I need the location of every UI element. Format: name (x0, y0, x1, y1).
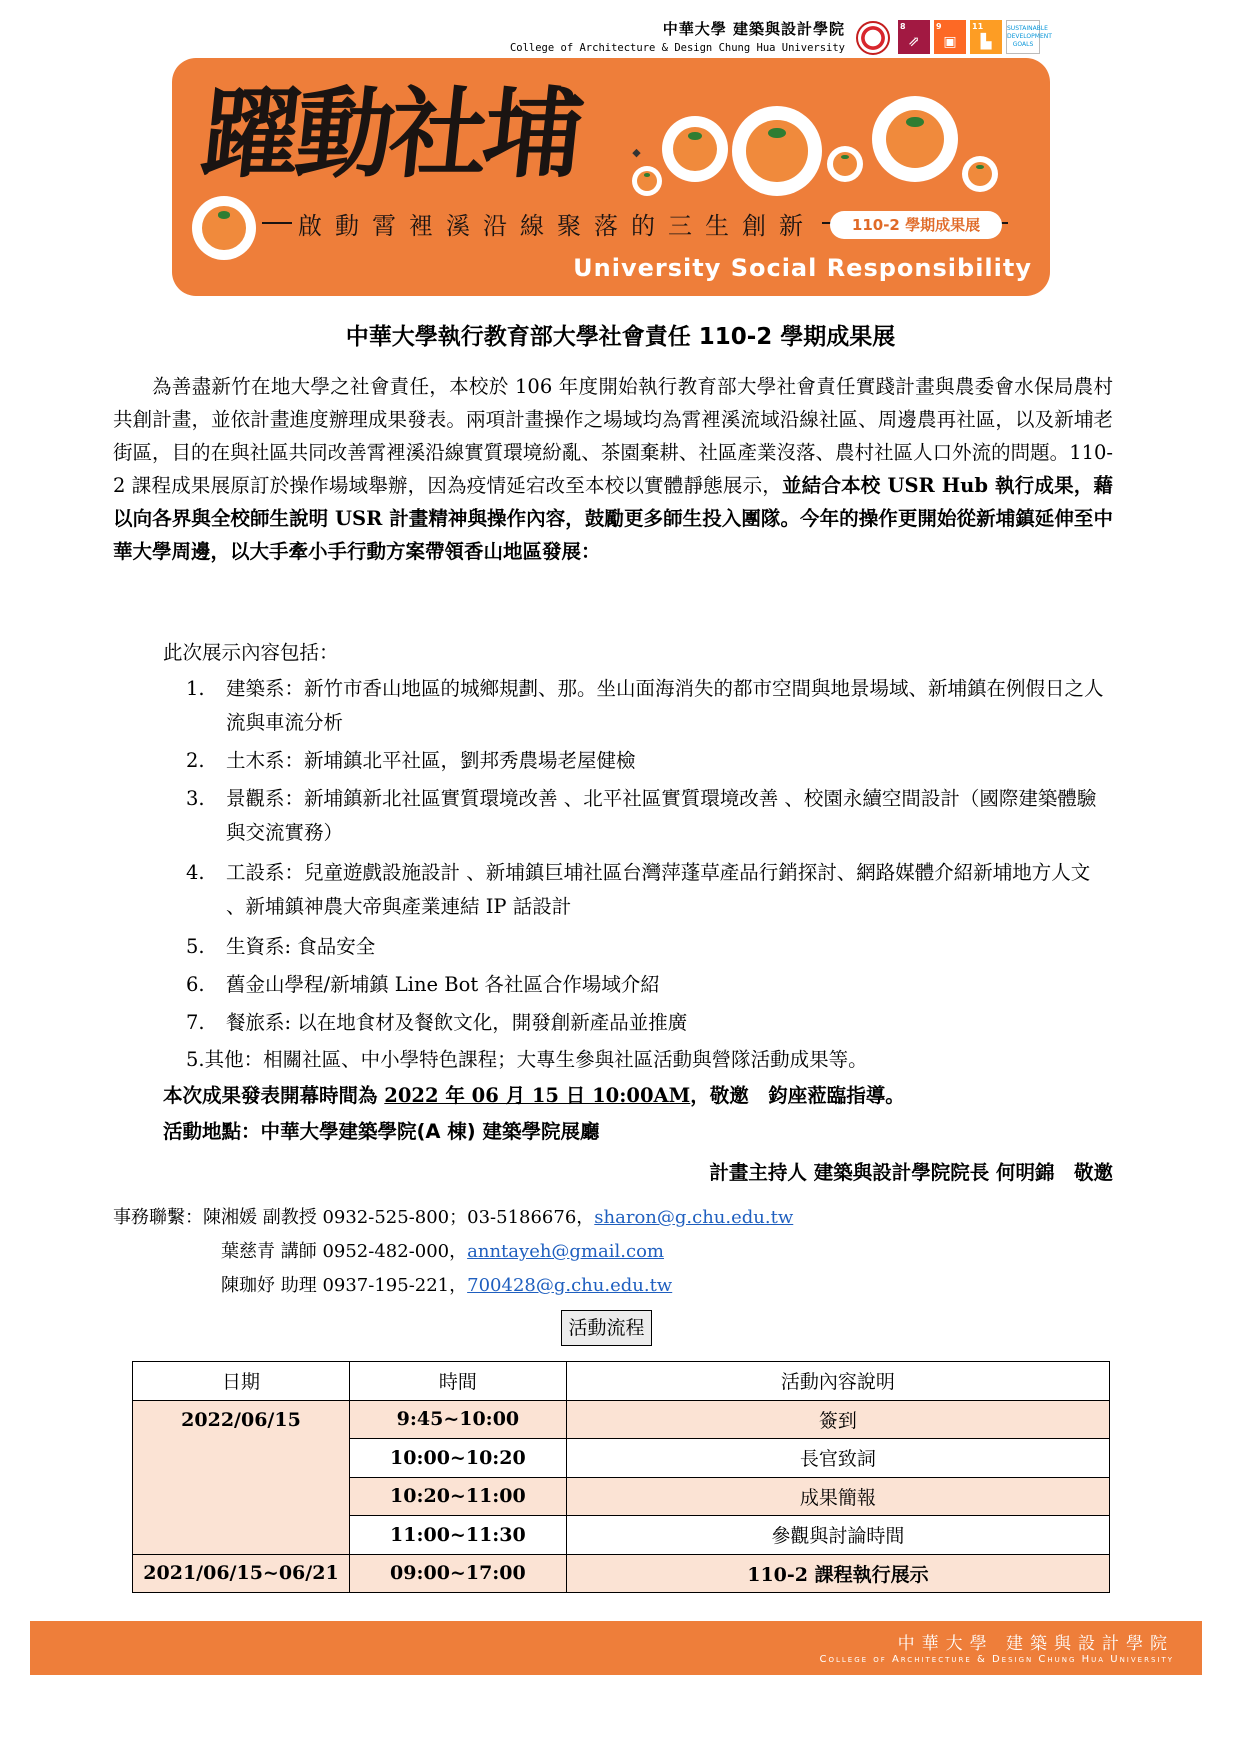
college-name-zh: 中華大學 建築與設計學院 (662, 20, 845, 38)
college-name-en: College of Architecture & Design Chung Hua University (509, 42, 845, 54)
university-seal-icon (856, 21, 890, 55)
list-heading: 此次展示內容包括： (163, 641, 339, 664)
schedule-table (132, 1361, 1110, 1593)
top-header (500, 18, 1052, 58)
persimmon-icon (632, 166, 662, 196)
persimmon-icon (732, 106, 822, 196)
table-header-row (133, 1362, 1110, 1401)
footer-bar (30, 1621, 1202, 1675)
footer-college-en: College of Architecture & Design Chung Hua University (819, 1654, 1174, 1665)
contact-line: 陳珈妤 助理 0937-195-221，700428@g.chu.edu.tw (221, 1275, 673, 1296)
contact-line: 葉慈青 講師 0952-482-000，anntayeh@gmail.com (221, 1241, 664, 1262)
cell-time: 10:00~10:20 (349, 1439, 566, 1478)
sdg-goals-icon: SUSTAINABLE DEVELOPMENT GOALS (1006, 20, 1040, 54)
opening-datetime: 2022 年 06 月 15 日 10:00AM (384, 1084, 691, 1107)
persimmon-icon (662, 116, 728, 182)
persimmon-icon (962, 156, 998, 192)
email-link[interactable]: 700428@g.chu.edu.tw (467, 1275, 673, 1296)
table-row (133, 1554, 1110, 1593)
banner-subtitle: 啟動霄裡溪沿線聚落的三生創新 (292, 206, 822, 241)
opening-time: 本次成果發表開幕時間為 2022 年 06 月 15 日 10:00AM，敬邀 鈞座蒞臨指導。 (163, 1084, 905, 1107)
intro-text: 為善盡新竹在地大學之社會責任，本校於 106 年度開始執行教育部大學社會責任實踐計畫與農委會水保局農村共創計畫，並依計畫進度辦理成果發表。兩項計畫操作之場域均為霄裡溪流域沿線社區、周邊農再社區，以及新埔老街區，目的在與社區共同改善霄裡溪沿線實質環境紛亂、茶園棄耕、社區產業沒落、農村社區人口外流的問題。110-2 課程成果展原訂於操作場域舉辦，因為疫情延宕改至本校以實體靜態展示， (113, 375, 1113, 497)
sdg-9-icon: 9 ▣ (934, 20, 966, 54)
event-banner (172, 58, 1050, 296)
cell-description: 110-2 課程執行展示 (566, 1554, 1109, 1593)
table-row (133, 1400, 1110, 1439)
cell-description: 成果簡報 (566, 1477, 1109, 1516)
persimmon-icon (872, 96, 958, 182)
intro-bold-text: 並結合本校 USR Hub 執行成果，藉以向各界與全校師生說明 USR 計畫精神與操作內容，鼓勵更多師生投入團隊。今年的操作更開始從新埔鎮延伸至中華大學周邊，以大手牽小手行動方案帶領香山地區發展： (113, 474, 1113, 563)
usr-english-title: University Social Responsibility (573, 254, 1032, 282)
column-header-description: 活動內容說明 (566, 1362, 1109, 1401)
footer-college-zh: 中華大學 建築與設計學院 (897, 1634, 1174, 1654)
cell-time: 10:20~11:00 (349, 1477, 566, 1516)
college-logo-text (510, 18, 845, 54)
venue: 活動地點：中華大學建築學院(A 棟) 建築學院展廳 (163, 1120, 600, 1143)
cell-description: 簽到 (566, 1400, 1109, 1439)
cell-date: 2022/06/15 (133, 1400, 350, 1554)
cell-description: 長官致詞 (566, 1439, 1109, 1478)
email-link[interactable]: anntayeh@gmail.com (467, 1241, 664, 1262)
cell-time: 9:45~10:00 (349, 1400, 566, 1439)
schedule-label: 活動流程 (561, 1310, 652, 1346)
cell-time: 09:00~17:00 (349, 1554, 566, 1593)
banner-calligraphy: 躍動社埔 (196, 77, 585, 192)
cell-date: 2021/06/15~06/21 (133, 1554, 350, 1593)
cell-time: 11:00~11:30 (349, 1516, 566, 1555)
sdg-11-icon: 11 ▙ (970, 20, 1002, 54)
column-header-date: 日期 (133, 1362, 350, 1401)
email-link[interactable]: sharon@g.chu.edu.tw (594, 1207, 794, 1228)
calligraphy-signature: ◆ (630, 146, 643, 159)
intro-paragraph (113, 370, 1113, 568)
contact-line: 事務聯繫：陳湘媛 副教授 0932-525-800；03-5186676，sharon@g.chu.edu.tw (113, 1207, 794, 1228)
host-signature: 計畫主持人 建築與設計學院院長 何明錦 敬邀 (709, 1161, 1113, 1184)
cell-description: 參觀與討論時間 (566, 1516, 1109, 1555)
semester-badge: 110-2 學期成果展 (830, 211, 1002, 239)
persimmon-icon (192, 196, 256, 260)
column-header-time: 時間 (349, 1362, 566, 1401)
other-item: 5.其他：相關社區、中小學特色課程；大專生參與社區活動與營隊活動成果等。 (186, 1048, 868, 1071)
persimmon-icon (827, 146, 863, 182)
document-title: 中華大學執行教育部大學社會責任 110-2 學期成果展 (345, 324, 896, 350)
sdg-8-icon: 8 ⇗ (898, 20, 930, 54)
